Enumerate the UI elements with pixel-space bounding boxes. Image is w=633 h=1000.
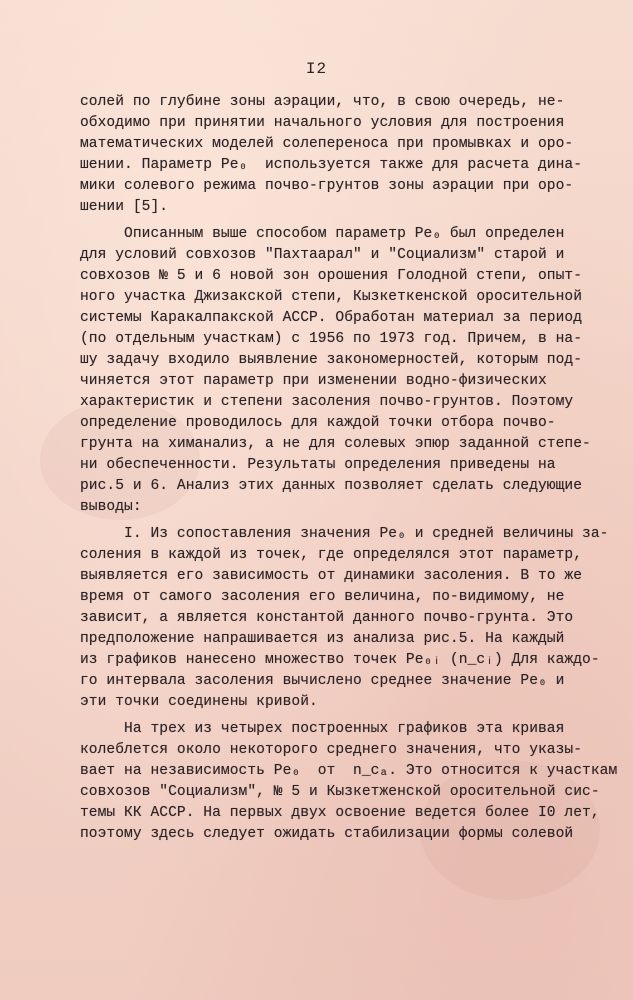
text-line: время от самого засоления его величина, по-видимому, не	[80, 589, 565, 605]
text-line: математических моделей солепереноса при промывках и оро-	[80, 136, 574, 152]
text-line: из графиков нанесено множество точек Pe₀ᵢ (n_cᵢ) Для каждо-	[80, 652, 600, 668]
text-line: выявляется его зависимость от динамики засоления. В то же	[80, 568, 583, 584]
text-line: (по отдельным участкам) с 1956 по 1973 год. Причем, в на-	[80, 331, 583, 347]
text-line: чиняется этот параметр при изменении водно-физических	[80, 373, 547, 389]
text-line: характеристик и степени засоления почво-грунтов. Поэтому	[80, 394, 574, 410]
text-line: грунта на химанализ, а не для солевых эпюр заданной степе-	[80, 436, 591, 452]
text-line: ни обеспеченности. Результаты определения приведены на	[80, 457, 556, 473]
text-line: I. Из сопоставления значения Pe₀ и средней величины за-	[80, 526, 609, 542]
text-line: зависит, а является константой данного почво-грунта. Это	[80, 610, 574, 626]
text-line: вает на независимость Pe₀ от n_cₐ. Это относится к участкам	[80, 763, 618, 779]
text-line: предположение напрашивается из анализа рис.5. На каждый	[80, 631, 565, 647]
text-line: темы КК АССР. На первых двух освоение ведется более I0 лет,	[80, 805, 600, 821]
text-line: шении [5].	[80, 199, 169, 215]
text-line: колеблется около некоторого среднего значения, что указы-	[80, 742, 583, 758]
text-line: выводы:	[80, 499, 142, 515]
page-number: I2	[305, 60, 328, 78]
text-line: На трех из четырех построенных графиков эта кривая	[80, 721, 565, 737]
text-line: Описанным выше способом параметр Pe₀ был определен	[80, 226, 565, 242]
text-line: определение проводилось для каждой точки отбора почво-	[80, 415, 556, 431]
text-line: рис.5 и 6. Анализ этих данных позволяет сделать следующие	[80, 478, 583, 494]
text-line: го интервала засоления вычислено среднее значение Pe₀ и	[80, 673, 565, 689]
text-line: системы Каракалпакской АССР. Обработан материал за период	[80, 310, 583, 326]
text-line: совхозов № 5 и 6 новой зон орошения Голодной степи, опыт-	[80, 268, 583, 284]
text-line: солей по глубине зоны аэрации, что, в свою очередь, не-	[80, 94, 565, 110]
text-line: шу задачу входило выявление закономерностей, которым под-	[80, 352, 583, 368]
text-line: мики солевого режима почво-грунтов зоны аэрации при оро-	[80, 178, 574, 194]
text-line: эти точки соединены кривой.	[80, 694, 318, 710]
text-line: ного участка Джизакской степи, Кызкеткенской оросительной	[80, 289, 583, 305]
text-line: поэтому здесь следует ожидать стабилизации формы солевой	[80, 826, 574, 842]
text-line: соления в каждой из точек, где определялся этот параметр,	[80, 547, 583, 563]
text-line: обходимо при принятии начального условия для построения	[80, 115, 565, 131]
text-line: для условий совхозов "Пахтаарал" и "Социализм" старой и	[80, 247, 565, 263]
text-line: шении. Параметр Pe₀ используется также для расчета дина-	[80, 157, 583, 173]
text-line: совхозов "Социализм", № 5 и Кызкетженской оросительной сис-	[80, 784, 600, 800]
